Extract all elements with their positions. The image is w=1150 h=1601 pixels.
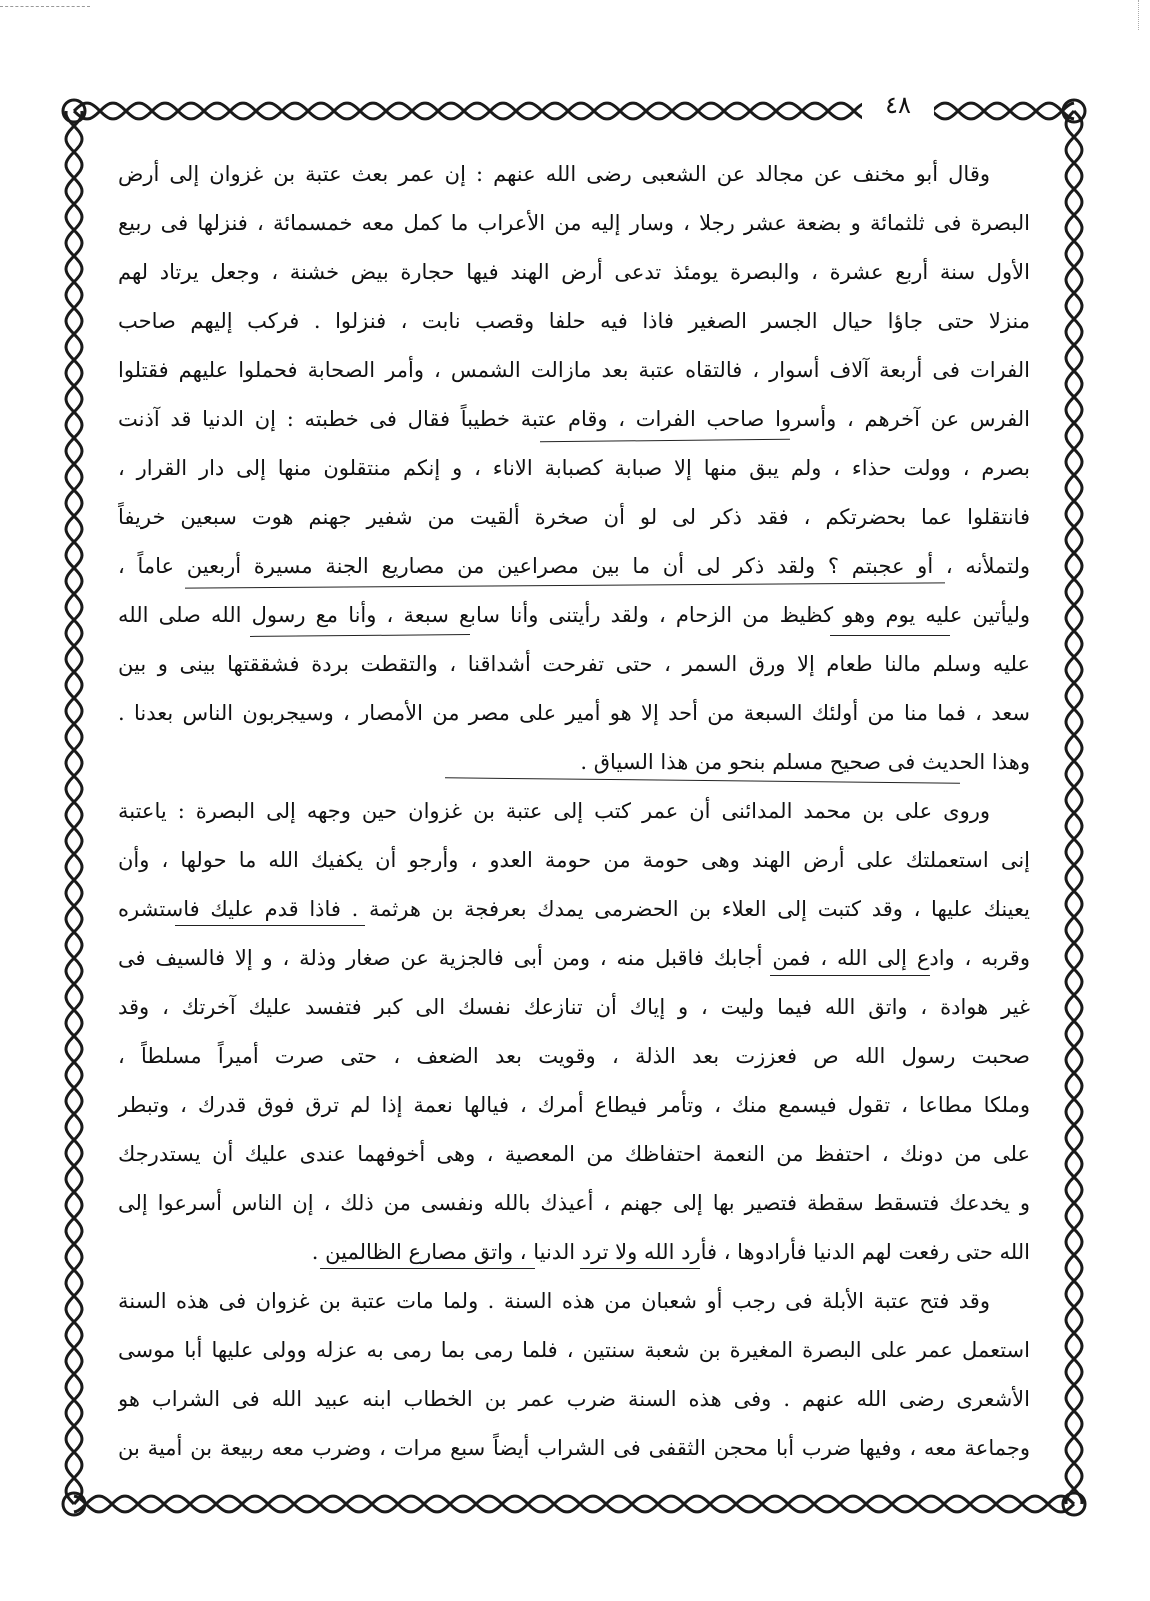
text-line: استعمل عمر على البصرة المغيرة بن شعبة سنتين ، فلما رمى بما رمى به عزله وولى عليها أبا موسى [118,1338,1030,1362]
text-line: فانتقلوا عما بحضرتكم ، فقد ذكر لى لو أن صخرة ألقيت من شفير جهنم هوت سبعين خريفاً [118,505,1030,529]
text-line: ولتملأنه ، أو عجبتم ؟ ولقد ذكر لى أن ما بين مصراعين من مصاريع الجنة مسيرة أربعين عاماً ، [118,554,1030,578]
text-line: الفرس عن آخرهم ، وأسروا صاحب الفرات ، وقام عتبة خطيباً فقال فى خطبته : إن الدنيا قد آذنت [118,407,1030,431]
text-line: منزلا حتى جاؤا حيال الجسر الصغير فاذا فيه حلفا وقصب نابت ، فنزلوا . فركب إليهم صاحب [118,309,1030,333]
handwritten-underline [770,975,930,976]
handwritten-underline [320,1268,535,1269]
text-line: يعينك عليها ، وقد كتبت إلى العلاء بن الحضرمى يمدك بعرفجة بن هرثمة . فاذا قدم عليك فاستشره [118,897,1030,921]
text-line: الله حتى رفعت لهم الدنيا فأرادوها ، فأرد الله ولا ترد الدنيا ، واتق مصارع الظالمين . [311,1240,1030,1264]
scan-edge-mark [1138,0,1139,30]
text-line: وروى على بن محمد المدائنى أن عمر كتب إلى عتبة بن غزوان حين وجهه إلى البصرة : ياعتبة [118,799,990,823]
text-line: وقربه ، وادع إلى الله ، فمن أجابك فاقبل منه ، ومن أبى فالجزية عن صغار وذلة ، و إلا فالسيف فى [118,946,1030,970]
handwritten-underline [175,925,365,926]
handwritten-underline [580,1268,700,1269]
page-body [118,150,1030,1473]
page-number: ٤٨ [862,88,934,122]
handwritten-underline [830,635,950,636]
paragraph-3 [118,1277,1030,1473]
text-line: وجماعة معه ، وفيها ضرب أبا محجن الثقفى فى الشراب أيضاً سبع مرات ، وضرب معه ربيعة بن أمية بن [118,1436,1030,1460]
text-line: صحبت رسول الله ص فعززت بعد الذلة ، وقويت بعد الضعف ، حتى صرت أميراً مسلطاً ، [118,1044,1030,1068]
text-line: الفرات فى أربعة آلاف أسوار ، فالتقاه عتبة بعد مازالت الشمس ، وأمر الصحابة فحملوا عليهم فقتلوا [118,358,1030,382]
text-line: وقد فتح عتبة الأبلة فى رجب أو شعبان من هذه السنة . ولما مات عتبة بن غزوان فى هذه السنة [118,1289,990,1313]
text-line: على من دونك ، احتفظ من النعمة احتفاظك من المعصية ، وهى أخوفهما عندى عليك أن يستدرجك [118,1142,1030,1166]
paragraph-2 [118,787,1030,1277]
text-line: غير هوادة ، واتق الله فيما وليت ، و إياك أن تنازعك نفسك الى كبر فتفسد عليك آخرتك ، وقد [118,995,1030,1019]
text-line: سعد ، فما منا من أولئك السبعة من أحد إلا هو أمير على مصر من الأمصار ، وسيجربون الناس بعدنا . [118,701,1030,725]
paragraph-1 [118,150,1030,787]
text-line: البصرة فى ثلثمائة و بضعة عشر رجلا ، وسار إليه من الأعراب ما كمل معه خمسمائة ، فنزلها فى ربيع [118,211,1030,235]
text-line: الأول سنة أربع عشرة ، والبصرة يومئذ تدعى أرض الهند فيها حجارة بيض خشنة ، وجعل يرتاد لهم [118,260,1030,284]
text-line: وملكا مطاعا ، تقول فيسمع منك ، وتأمر فيطاع أمرك ، فيالها نعمة إذا لم ترق فوق قدرك ، وتبطر [118,1093,1030,1117]
text-line: و يخدعك فتسقط سقطة فتصير بها إلى جهنم ، أعيذك بالله ونفسى من ذلك ، إن الناس أسرعوا إلى [118,1191,1030,1215]
text-line: إنى استعملتك على أرض الهند وهى حومة من حومة العدو ، وأرجو أن يكفيك الله ما حولها ، وأن [118,848,1030,872]
text-line: عليه وسلم مالنا طعام إلا ورق السمر ، حتى تفرحت أشداقنا ، والتقطت بردة فشققتها بينى و بين [118,652,1030,676]
text-line: بصرم ، وولت حذاء ، ولم يبق منها إلا صبابة كصبابة الاناء ، و إنكم منتقلون منها إلى دار القرار ، [118,456,1030,480]
text-line: الأشعرى رضى الله عنهم . وفى هذه السنة ضرب عمر بن الخطاب ابنه عبيد الله فى الشراب هو [118,1387,1030,1411]
text-line: وليأتين عليه يوم وهو كظيظ من الزحام ، ولقد رأيتنى وأنا سابع سبعة ، وأنا مع رسول الله صلى الله [118,603,1030,627]
scan-edge-mark [0,6,90,7]
text-line: وقال أبو مخنف عن مجالد عن الشعبى رضى الله عنهم : إن عمر بعث عتبة بن غزوان إلى أرض [118,162,990,186]
text-line: وهذا الحديث فى صحيح مسلم بنحو من هذا السياق . [580,750,1030,774]
